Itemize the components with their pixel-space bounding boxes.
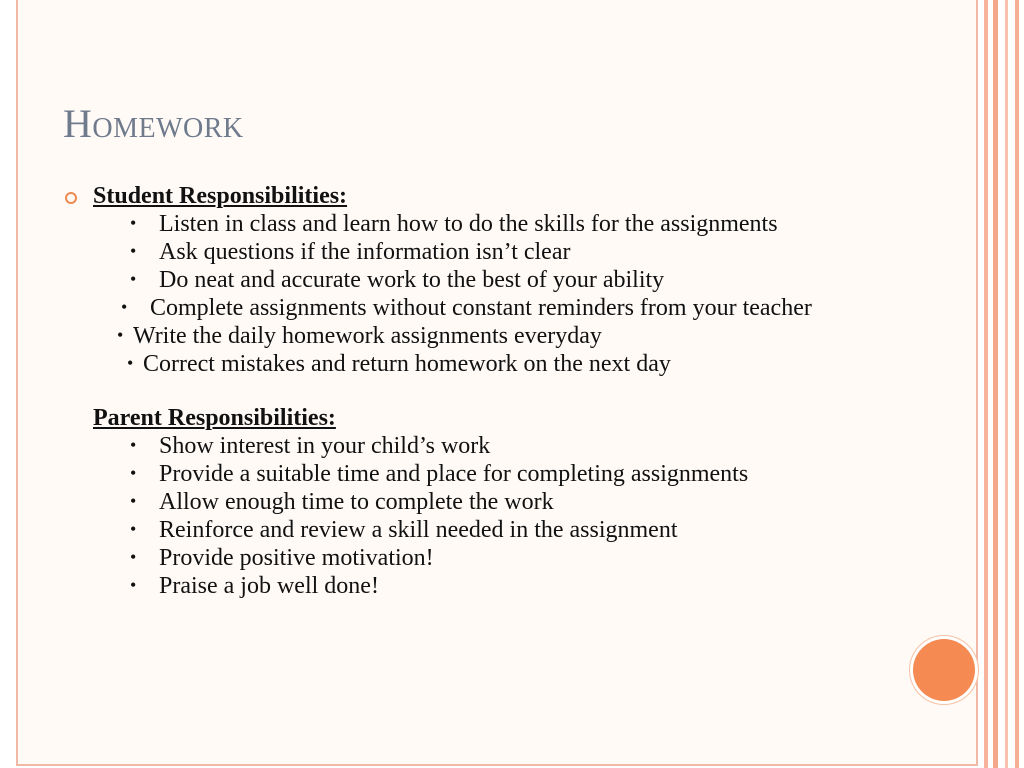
bullet-icon: • (130, 241, 137, 261)
bullet-icon: • (130, 575, 137, 595)
decorative-stripe (993, 0, 998, 768)
parent-item-text: Allow enough time to complete the work (159, 489, 554, 515)
parent-item-text: Provide a suitable time and place for completing assignments (159, 461, 749, 487)
decorative-orange-circle (913, 639, 975, 701)
bullet-icon: • (121, 297, 128, 317)
parent-responsibilities-heading: Parent Responsibilities: (93, 405, 336, 431)
circle-bullet-icon (65, 192, 77, 204)
student-item-text: Complete assignments without constant reminders from your teacher (150, 295, 812, 321)
decorative-stripe (1005, 0, 1008, 768)
bullet-icon: • (127, 353, 134, 373)
student-item (93, 294, 903, 322)
parent-item (93, 544, 903, 572)
student-item (93, 210, 903, 238)
parent-item (93, 432, 903, 460)
parent-item-text: Praise a job well done! (159, 573, 379, 599)
parent-item (93, 516, 903, 544)
decorative-stripe (1015, 0, 1019, 768)
student-item-text: Listen in class and learn how to do the skills for the assignments (159, 211, 778, 237)
parent-item (93, 460, 903, 488)
student-item (93, 266, 903, 294)
student-item-text: Correct mistakes and return homework on the next day (143, 351, 671, 377)
decorative-stripe (984, 0, 988, 768)
student-responsibilities-heading: Student Responsibilities: (93, 183, 348, 209)
slide-title: Homework (63, 101, 244, 146)
bullet-icon: • (130, 547, 137, 567)
bullet-icon: • (130, 463, 137, 483)
bullet-icon: • (130, 519, 137, 539)
student-item-text: Do neat and accurate work to the best of your ability (159, 267, 665, 293)
bullet-icon: • (130, 435, 137, 455)
parent-item-text: Reinforce and review a skill needed in the assignment (159, 517, 678, 543)
bullet-icon: • (130, 213, 137, 233)
student-item (93, 322, 903, 350)
bullet-icon: • (117, 325, 124, 345)
bullet-icon: • (130, 269, 137, 289)
student-item (93, 238, 903, 266)
parent-item-text: Show interest in your child’s work (159, 433, 491, 459)
content-body (93, 183, 903, 600)
student-item-text: Ask questions if the information isn’t clear (159, 239, 571, 265)
section-spacer (93, 378, 903, 405)
parent-item-text: Provide positive motivation! (159, 545, 434, 571)
parent-item (93, 488, 903, 516)
student-item-text: Write the daily homework assignments everyday (133, 323, 602, 349)
parent-item (93, 572, 903, 600)
bullet-icon: • (130, 491, 137, 511)
student-item (93, 350, 903, 378)
